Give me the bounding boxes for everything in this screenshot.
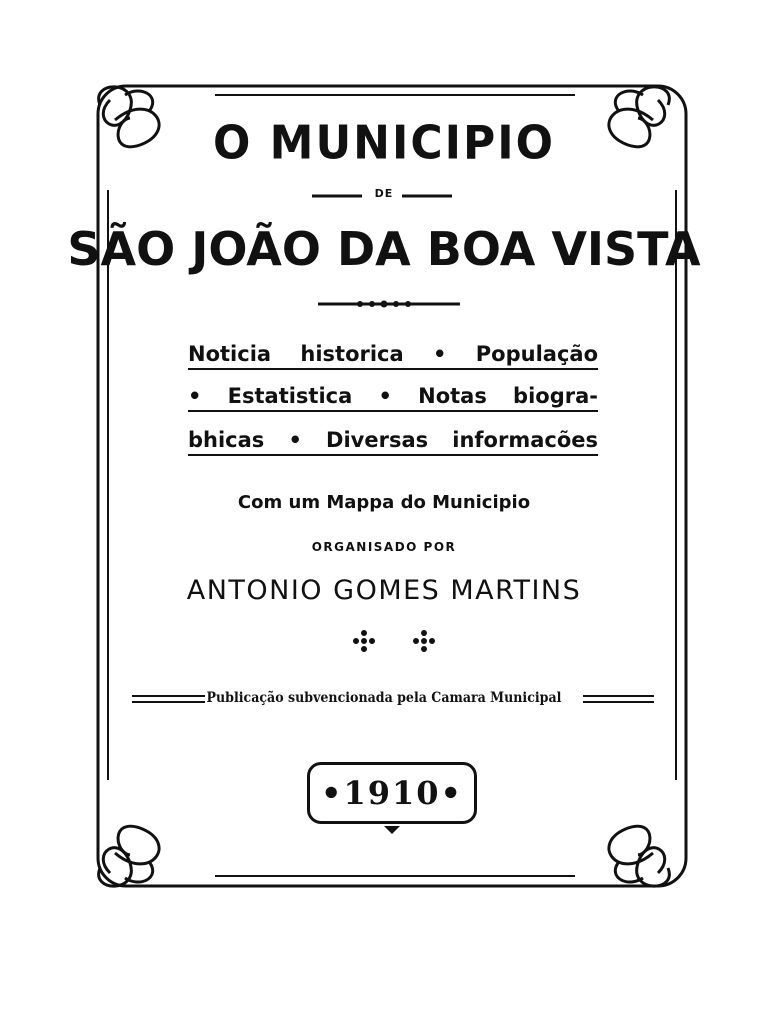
corner-flourish-bottom-left	[99, 826, 159, 886]
year-box-tab	[384, 826, 400, 834]
topics-line-1: Noticia historica • População	[188, 342, 598, 370]
author-name: ANTONIO GOMES MARTINS	[186, 575, 582, 606]
organised-by-label: ORGANISADO POR	[311, 540, 457, 554]
floral-ornament-left	[353, 630, 375, 652]
publication-year: •1910•	[321, 774, 463, 812]
publication-note: Publicação subvencionada pela Camara Municipal	[206, 690, 562, 706]
map-note: Com um Mappa do Municipio	[237, 492, 531, 513]
bead-divider	[318, 301, 460, 308]
city-name: SÃO JOÃO DA BOA VISTA	[67, 222, 701, 276]
title-connector: DE	[374, 187, 394, 200]
topics-line-2: • Estatistica • Notas biogra-	[188, 384, 598, 412]
topics-line-3: bhicas • Diversas informacões	[188, 428, 598, 456]
floral-ornament-right	[413, 630, 435, 652]
year-box	[307, 762, 477, 824]
corner-flourish-bottom-right	[609, 826, 669, 886]
page-title: O MUNICIPIO	[212, 116, 556, 171]
